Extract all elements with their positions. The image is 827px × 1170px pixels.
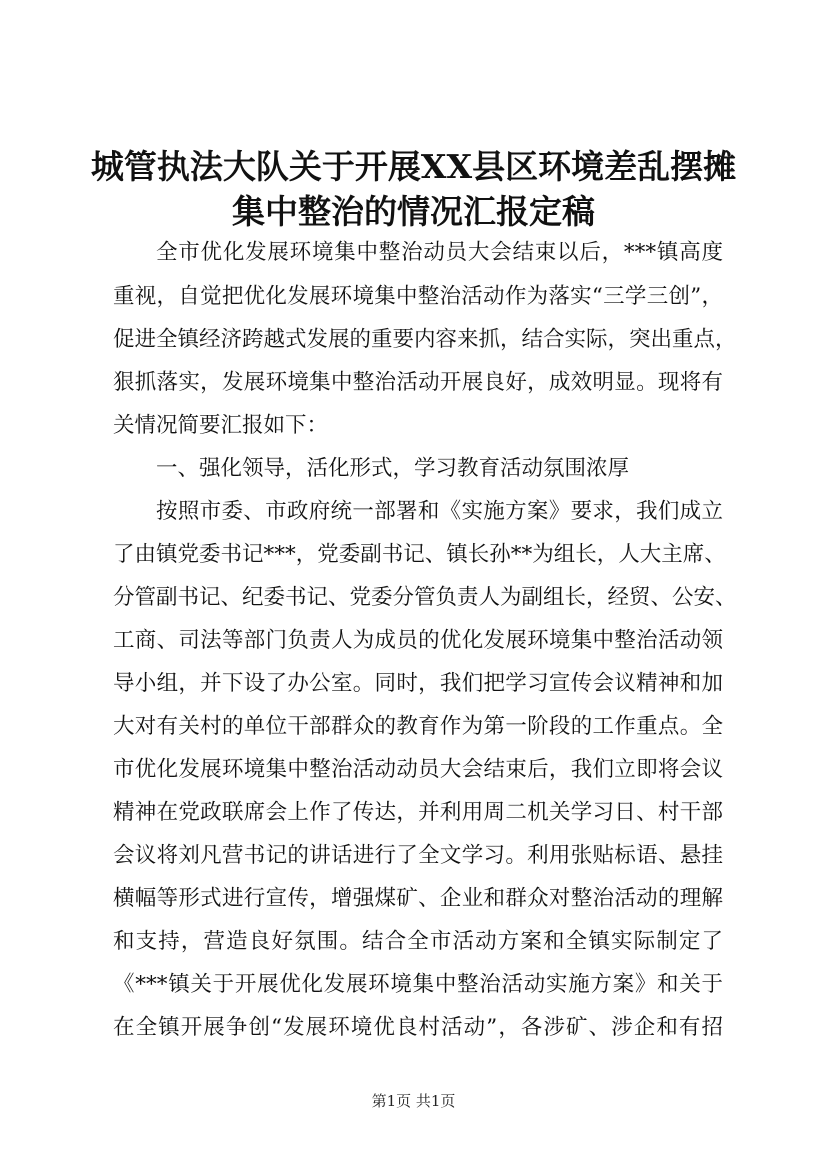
body-line-15: 会议将刘凡营书记的讲话进行了全文学习。利用张贴标语、悬挂 bbox=[113, 843, 723, 868]
body-line-8: 了由镇党委书记***，党委副书记、镇长孙**为组长，人大主席、 bbox=[113, 542, 726, 567]
body-line-19: 在全镇开展争创“发展环境优良村活动”，各涉矿、涉企和有招 bbox=[113, 1015, 723, 1040]
body-line-9: 分管副书记、纪委书记、党委分管负责人为副组长，经贸、公安、 bbox=[113, 585, 737, 610]
body-line-7: 按照市委、市政府统一部署和《实施方案》要求，我们成立 bbox=[156, 499, 723, 524]
body-line-1: 全市优化发展环境集中整治动员大会结束以后，***镇高度 bbox=[156, 240, 723, 265]
body-line-5: 关情况简要汇报如下： bbox=[113, 413, 329, 438]
page-number-footer: 第1页 共1页 bbox=[371, 1092, 456, 1110]
body-line-18: 《***镇关于开展优化发展环境集中整治活动实施方案》和关于 bbox=[113, 972, 723, 997]
body-line-13: 市优化发展环境集中整治活动动员大会结束后，我们立即将会议 bbox=[113, 757, 723, 782]
body-line-11: 导小组，并下设了办公室。同时，我们把学习宣传会议精神和加 bbox=[113, 671, 723, 696]
document-title-line-2: 集中整治的情况汇报定稿 bbox=[232, 192, 595, 231]
body-line-17: 和支持，营造良好氛围。结合全市活动方案和全镇实际制定了 bbox=[113, 929, 723, 954]
section-heading-1: 一、强化领导，活化形式，学习教育活动氛围浓厚 bbox=[156, 456, 630, 481]
body-line-2: 重视，自觉把优化发展环境集中整治活动作为落实“三学三创”， bbox=[113, 284, 723, 309]
body-line-10: 工商、司法等部门负责人为成员的优化发展环境集中整治活动领 bbox=[113, 628, 723, 653]
body-line-16: 横幅等形式进行宣传，增强煤矿、企业和群众对整治活动的理解 bbox=[113, 886, 723, 911]
body-line-14: 精神在党政联席会上作了传达，并利用周二机关学习日、村干部 bbox=[113, 800, 723, 825]
document-title-line-1: 城管执法大队关于开展XX县区环境差乱摆摊 bbox=[90, 147, 737, 186]
body-line-4: 狠抓落实，发展环境集中整治活动开展良好，成效明显。现将有 bbox=[113, 370, 723, 395]
body-line-3: 促进全镇经济跨越式发展的重要内容来抓，结合实际，突出重点， bbox=[113, 327, 737, 352]
body-line-12: 大对有关村的单位干部群众的教育作为第一阶段的工作重点。全 bbox=[113, 714, 723, 739]
